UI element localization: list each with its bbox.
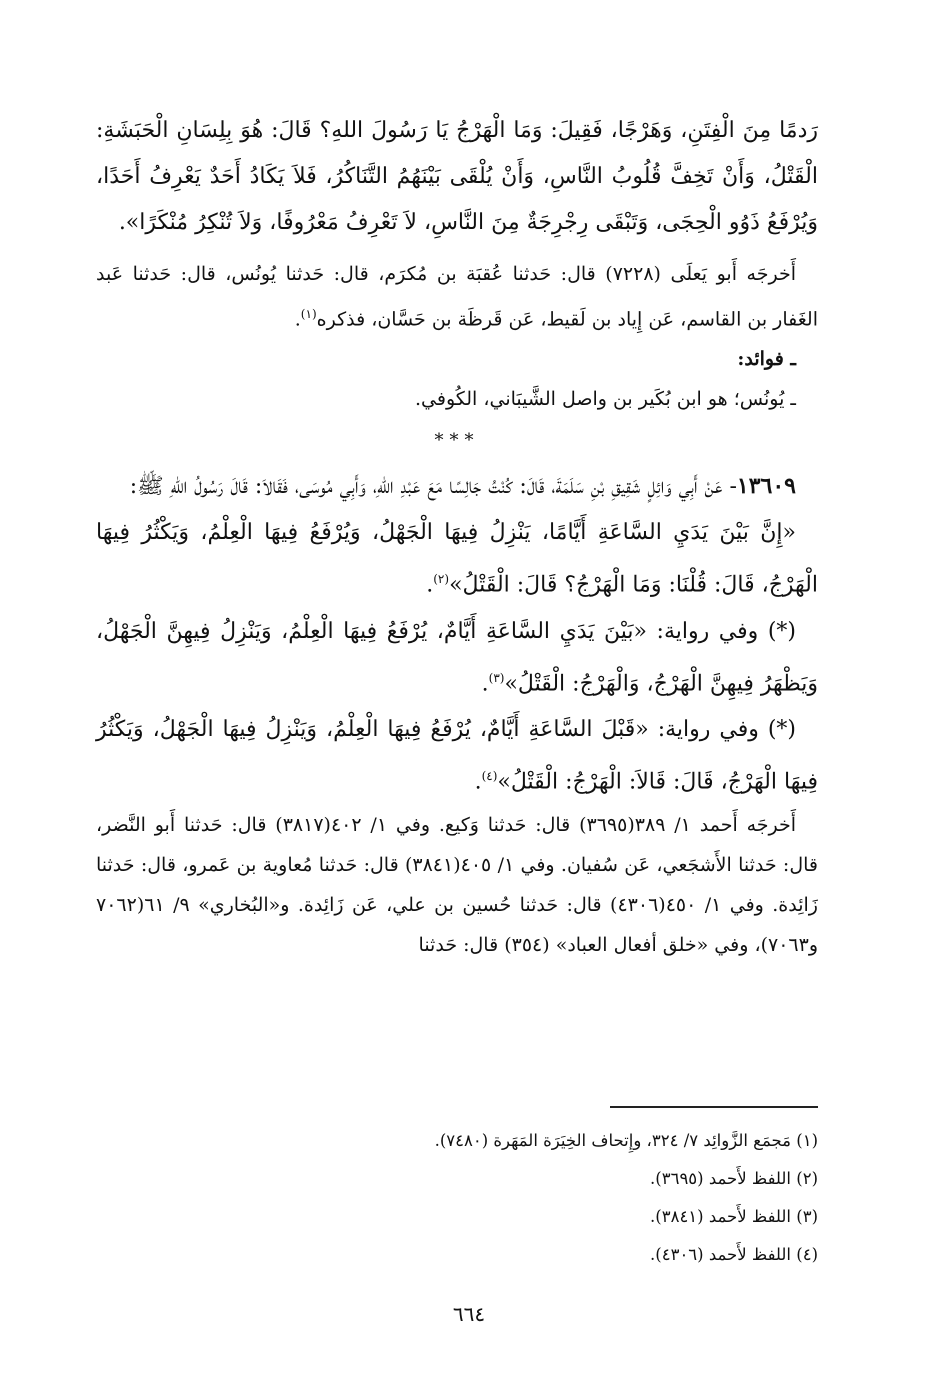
footnote-ref-4: (٤) (481, 768, 498, 783)
page-body (96, 108, 818, 965)
fawaid-item: ـ يُونُس؛ هو ابن بُكَير بن واصل الشَّيبَاني، الكُوفي. (415, 388, 796, 411)
footnote-item: (٤) اللفظ لأَحمد (٤٣٠٦). (650, 1245, 818, 1264)
riwaya-2: (*) وفي رواية: «قَبْلَ السَّاعَةِ أَيَّامٌ، يُرْفَعُ فِيهَا الْعِلْمُ، وَيَنْزِلُ فِيهَا الْجَهْلُ، وَيَكْثُرُ فِيهَا الْهَرْجُ، قَالَ: قَالاَ: الْهَرْجُ: الْقَتْلُ»$^{(٤)}$. (96, 716, 818, 795)
footnote-item: (١) مَجمَع الزَّوائِد ٧/ ٣٢٤، وإِتحاف الخِيَرَة المَهَرة (٧٤٨٠). (434, 1131, 818, 1150)
footnote-ref-2: (٢) (433, 572, 450, 587)
riwaya-2-text: (*) وفي رواية: «قَبْلَ السَّاعَةِ أَيَّامٌ، يُرْفَعُ فِيهَا الْعِلْمُ، وَيَنْزِلُ فِيهَا الْجَهْلُ، وَيَكْثُرُ فِيهَا الْهَرْجُ، قَالَ: قَالاَ: الْهَرْجُ: الْقَتْلُ» (96, 716, 818, 795)
riwaya-1: (*) وفي رواية: «بَيْنَ يَدَيِ السَّاعَةِ أَيَّامٌ، يُرْفَعُ فِيهَا الْعِلْمُ، وَيَنْزِلُ فِيهِنَّ الْجَهْلُ، وَيَظْهَرُ فِيهِنَّ الْهَرْجُ، وَالْهَرْجُ: الْقَتْلُ»$^{(٣)}$. (96, 618, 818, 696)
page-number: ٦٦٤ (452, 1302, 486, 1326)
footnote-item: (٣) اللفظ لأَحمد (٣٨٤١). (650, 1207, 818, 1226)
hadith-2-matn: «إِنَّ بَيْنَ يَدَيِ السَّاعَةِ أَيَّامًا، يَنْزِلُ فِيهَا الْجَهْلُ، وَيُرْفَعُ فِيهَا الْعِلْمُ، وَيَكْثُرُ فِيهَا الْهَرْجُ، قَالَ: قُلْنَا: وَمَا الْهَرْجُ؟ قَالَ: الْقَتْلُ» (96, 520, 818, 598)
hadith-2-intro-text: - عَنْ أَبِي وَائِلٍ شَقِيقِ بْنِ سَلَمَةَ، قَالَ: كُنْتُ جَالِسًا مَعَ عَبْدِ اللهِ، وَأَبِي مُوسَى، فَقَالاَ: قَالَ رَسُولُ اللهِ ﷺ: (129, 474, 737, 500)
footnote-item: (٢) اللفظ لأَحمد (٣٦٩٥). (650, 1169, 818, 1188)
hadith-2-text: «إِنَّ بَيْنَ يَدَيِ السَّاعَةِ أَيَّامًا، يَنْزِلُ فِيهَا الْجَهْلُ، وَيُرْفَعُ فِيهَا الْعِلْمُ، وَيَكْثُرُ فِيهَا الْهَرْجُ، قَالَ: قُلْنَا: وَمَا الْهَرْجُ؟ قَالَ: الْقَتْلُ»$^{(٢)}$. (96, 520, 818, 598)
takhrij-2: أَخرجَه أَحمد ١/ ٣٨٩(٣٦٩٥) قال: حَدثنا وَكيع. وفي ١/ ٤٠٢(٣٨١٧) قال: حَدثنا أَبو النَّضر، قال: حَدثنا الأَشجَعي، عَن سُفيان. وفي ١/ ٤٠٥(٣٨٤١) قال: حَدثنا مُعاوية بن عَمرو، قال: حَدثنا زَائِدة. وفي ١/ ٤٥٠(٤٣٠٦) قال: حَدثنا حُسين بن علي، عَن زَائِدة. و«البُخاري» ٩/ ٦١(٧٠٦٢ و٧٠٦٣)، وفي «خلق أفعال العباد» (٣٥٤) قال: حَدثنا (96, 814, 818, 957)
takhrij-1: أَخرجَه أَبو يَعلَى (٧٢٢٨) قال: حَدثنا عُقبَة بن مُكرَم، قال: حَدثنا يُونُس، قال: حَدثنا عَبد الغَفار بن القاسم، عَن إِياد بن لَقيط، عَن قَرظَة بن حَسَّان، فذكره$^{(١)}$. (96, 263, 818, 331)
spacer (96, 246, 818, 254)
hadith-1-text: رَدمًا مِنَ الْفِتَنِ، وَهَرْجًا، فَقِيلَ: وَمَا الْهَرْجُ يَا رَسُولَ اللهِ؟ قَالَ: هُوَ بِلِسَانِ الْحَبَشَةِ: الْقَتْلُ، وَأَنْ تَخِفَّ قُلُوبُ النَّاسِ، وَأَنْ يُلْقَى بَيْنَهُمُ التَّنَاكُرُ، فَلاَ يَكَادُ أَحَدٌ يَعْرِفُ أَحَدًا، وَيُرْفَعُ ذَوُو الْحِجَى، وَتَبْقَى رِجْرِجَةٌ مِنَ النَّاسِ، لاَ تَعْرِفُ مَعْرُوفًا، وَلاَ تُنْكِرُ مُنْكَرًا». (96, 118, 818, 235)
riwaya-1-text: (*) وفي رواية: «بَيْنَ يَدَيِ السَّاعَةِ أَيَّامٌ، يُرْفَعُ فِيهَا الْعِلْمُ، وَيَنْزِلُ فِيهِنَّ الْجَهْلُ، وَيَظْهَرُ فِيهِنَّ الْهَرْجُ، وَالْهَرْجُ: الْقَتْلُ» (96, 618, 818, 696)
separator-stars: *** (434, 430, 480, 452)
fawaid-heading: ـ فوائد: (737, 348, 796, 371)
hadith-number: ١٣٦٠٩ (736, 473, 796, 500)
footnote-list (96, 1122, 818, 1274)
footnote-ref-1: (١) (300, 307, 317, 321)
takhrij-1-text: أَخرجَه أَبو يَعلَى (٧٢٢٨) قال: حَدثنا عُقبَة بن مُكرَم، قال: حَدثنا يُونُس، قال: حَدثنا عَبد الغَفار بن القاسم، عَن إِياد بن لَقيط، عَن قَرظَة بن حَسَّان، فذكره (96, 263, 818, 331)
hadith-2-intro (96, 463, 818, 510)
footnote-divider (610, 1106, 818, 1108)
footnote-ref-3: (٣) (488, 670, 505, 685)
